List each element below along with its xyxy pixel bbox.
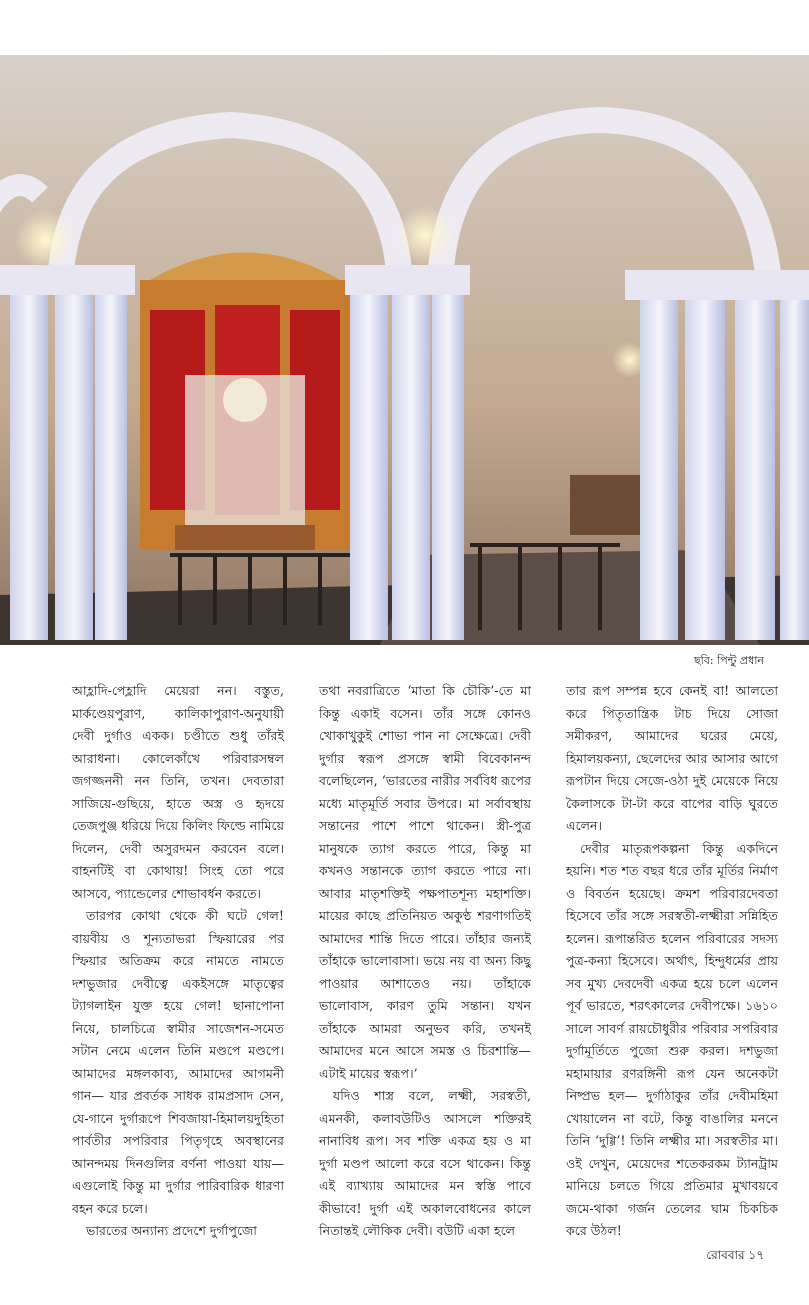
paragraph: ভারতের অন্যান্য প্রদেশে দুর্গাপুজো — [86, 1223, 257, 1238]
photo-credit: ছবি: পিন্টু প্রধান — [693, 654, 764, 667]
paragraph: যদিও শাস্ত্র বলে, লক্ষ্মী, সরস্বতী, এমনকী, কলাবউটিও আসলে শক্তিরই নানাবিধ রূপ। সব শক্তি একত্র হয় ও মা দুর্গা মণ্ডপ আলো করে বসে থাকেন। কিন্তু এই ব্যাখ্যায় আমাদের মন স্বস্তি পাবে কীভাবে! দুর্গা এই অকালবোধনের কালে নিতান্তই লৌকিক দেবী। বউটি একা হলে — [319, 1088, 531, 1238]
paragraph: তথা নবরাত্রিতে ‘মাতা কি চৌকি’-তে মা কিন্তু একাই বসেন। তাঁর সঙ্গে কোনও খোকাখুকুই শোভা পান না সেক্ষেত্রে। দেবী দুর্গার স্বরূপ প্রসঙ্গে স্বামী বিবেকানন্দ বলেছিলেন, ‘ভারতের নারীর সর্ববিধ রূপের মধ্যে মাতৃমূর্তি সবার উপরে। মা সর্বাবস্থায় সন্তানের পাশে পাশে থাকেন। স্ত্রী-পুত্র মানুষকে ত্যাগ করতে পারে, কিন্তু মা কখনও সন্তানকে ত্যাগ করতে পারে না। আবার মাতৃশক্তিই পক্ষপাতশূন্য মহাশক্তি। মায়ের কাছে প্রতিনিয়ত অকুণ্ঠ শরণাগতিই আমাদের শান্তি দিতে পারে। তাঁহার জন্যই তাঁহাকে ভালোবাসা। ভয়ে নয় বা অন্য কিছু পাওয়ার আশাতেও নয়। তাঁহাকে ভালোবাস, কারণ তুমি সন্তান। যখন তাঁহাকে আমরা অনুভব করি, তখনই আমাদের মনে আসে সমস্ত ও চিরশান্তি— এটাই মায়ের স্বরূপ।’ — [319, 683, 531, 1081]
paragraph: আহ্লাদি-পেহ্লাদি মেয়েরা নন। বস্তুত, মার্কণ্ডেয়পুরাণ, কালিকাপুরাণ-অনুযায়ী দেবী দুর্গাও একক। চণ্ডীতে শুধু তাঁরই আরাধনা। কোলেকাঁখে পরিবারসম্বল জগজ্জননী নন তিনি, তখন। দেবতারা সাজিয়ে-গুছিয়ে, হাতে অস্ত্র ও হৃদয়ে তেজপুঞ্জ ধরিয়ে দিয়ে কিলিং ফিল্ডে নামিয়ে দিলেন, দেবী অসুরদমন করবেন বলে। বাহনটিই বা কোথায়! সিংহ তো পরে আসবে, প্যান্ডেলের শোভাবর্ধন করতে। — [72, 683, 284, 901]
article-column-2 — [319, 680, 531, 1243]
page-footer: রোববার ১৭ — [706, 1248, 764, 1262]
article-column-1 — [72, 680, 284, 1243]
article-body — [72, 680, 778, 1238]
paragraph: দেবীর মাতৃরূপকল্পনা কিন্তু একদিনে হয়নি। শত শত বছর ধরে তাঁর মূর্তির নির্মাণ ও বিবর্তন হয়েছে। ক্রমশ পরিবারদেবতা হিসেবে তাঁর সঙ্গে সরস্বতী-লক্ষ্মীরা সন্নিহিত হলেন। রূপান্তরিত হলেন পরিবারের সদস্য পুত্র-কন্যা হিসেবে। অর্থাৎ, হিন্দুধর্মের প্রায় সব মুখ্য দেবদেবী একত্র হয়ে চলে এলেন পূর্ব ভারতে, শরৎকালের দেবীপক্ষে। ১৬১০ সালে সাবর্ণ রায়চৌধুরীর পরিবার সপরিবার দুর্গামূর্তিতে পুজো শুরু করল। দশভুজা মহামায়ার রণরঙ্গিনী রূপ যেন অনেকটা নিষ্প্রভ হল— দুর্গাঠাকুর তাঁর দেবীমহিমা খোয়ালেন না বটে, কিন্তু বাঙালির মননে তিনি ‘দুগ্গি’! তিনি লক্ষ্মীর মা। সরস্বতীর মা। ওই দেখুন, মেয়েদের শতেকরকম ট্যানট্রাম মানিয়ে চলতে গিয়ে প্রতিমার মুখাবয়বে জমে-থাকা গর্জন তেলের ঘাম চিকচিক করে উঠল! — [566, 840, 778, 1238]
article-column-3 — [566, 680, 778, 1243]
paragraph: তার রূপ সম্পন্ন হবে কেনই বা! আলতো করে পিতৃতান্ত্রিক টাচ দিয়ে সোজা সমীকরণ, আমাদের ঘরের মেয়ে, হিমালয়কন্যা, ছেলেদের আর আসার আগে রূপটান দিয়ে সেজে-ওঠা দুই মেয়েকে নিয়ে কৈলাসকে টা-টা করে বাপের বাড়ি ঘুরতে এলেন। — [566, 683, 778, 833]
temple-illustration — [0, 55, 809, 645]
paragraph: তারপর কোথা থেকে কী ঘটে গেল! বায়বীয় ও শূন্যতাভরা স্ফিয়ারের পর স্ফিয়ার অতিক্রম করে নামতে নামতে দশভুজার দেবীত্বে একইসঙ্গে মাতৃত্বের ট্যাগলাইন যুক্ত হয়ে গেল! ছানাপোনা নিয়ে, চালচিত্রে স্বামীর সাজেশন-সমেত সটান নেমে এলেন তিনি মণ্ডপে মণ্ডপে। আমাদের মঙ্গলকাব্য, আমাদের আগমনী গান— যার প্রবর্তক সাধক রামপ্রসাদ সেন, যে-গানে দুর্গারূপে শিবজায়া-হিমালয়দুহিতা পার্বতীর সপরিবার পিতৃগৃহে অবস্থানের আনন্দময় দিনগুলির বর্ণনা পাওয়া যায়— এগুলোই কিন্তু মা দুর্গার পারিবারিক ধারণা বহন করে চলে। — [72, 908, 284, 1216]
temple-photo — [0, 55, 809, 645]
